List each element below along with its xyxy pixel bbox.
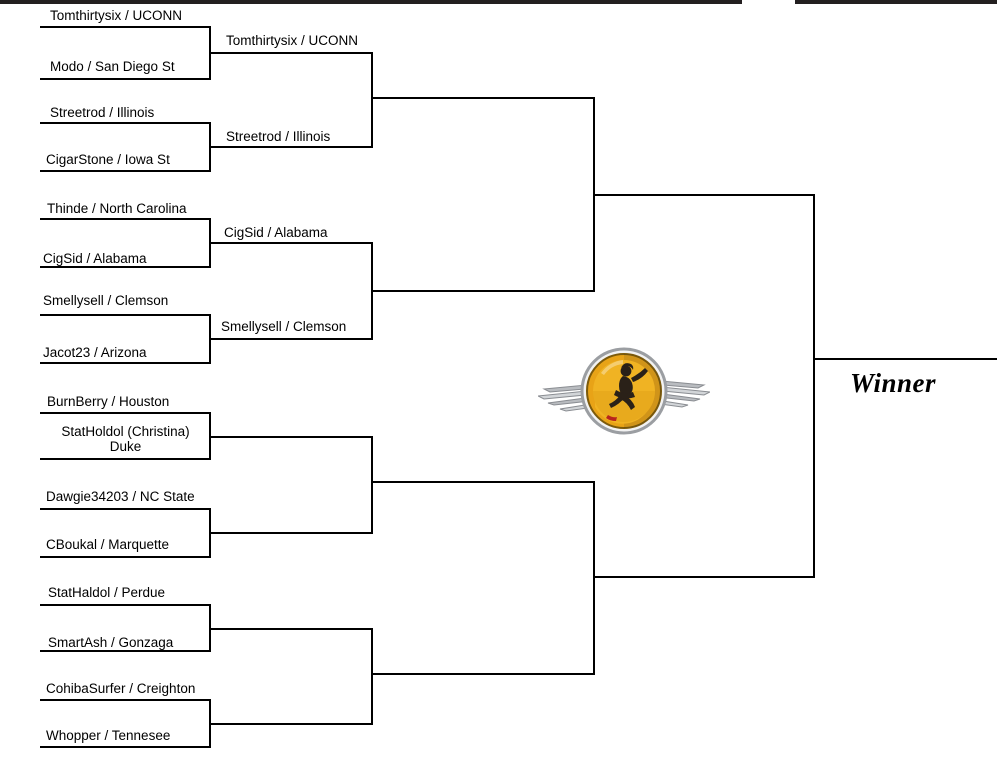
winner-line xyxy=(815,358,997,360)
r2-m1-slot-2[interactable]: Streetrod / Illinois xyxy=(226,129,331,144)
top-dark-bar-right xyxy=(795,0,997,4)
r1-m8-slot-2[interactable]: Whopper / Tennesee xyxy=(46,728,171,743)
top-dark-bar-left xyxy=(0,0,742,4)
r1-m7-top-line xyxy=(40,604,211,606)
r2-m1-bottom-line xyxy=(211,146,373,148)
r1-m3-top-line xyxy=(40,218,211,220)
r1-m6-bottom-line xyxy=(40,556,211,558)
r1-m1-slot-2[interactable]: Modo / San Diego St xyxy=(50,59,175,74)
r1-m2-slot-2[interactable]: CigarStone / Iowa St xyxy=(46,152,170,167)
r2-m2-slot-1[interactable]: CigSid / Alabama xyxy=(224,225,328,240)
r1-m8-top-line xyxy=(40,699,211,701)
final-bottom-line xyxy=(595,576,815,578)
r1-m4-slot-1[interactable]: Smellysell / Clemson xyxy=(43,293,169,308)
r1-m2-slot-1[interactable]: Streetrod / Illinois xyxy=(50,105,155,120)
r3-m1-top-line xyxy=(373,97,595,99)
r1-m7-slot-2[interactable]: SmartAsh / Gonzaga xyxy=(48,635,174,650)
r1-m4-top-line xyxy=(40,314,211,316)
r2-m1-slot-1[interactable]: Tomthirtysix / UCONN xyxy=(226,33,359,48)
r1-m3-slot-1[interactable]: Thinde / North Carolina xyxy=(47,201,187,216)
r1-m3-bottom-line xyxy=(40,266,211,268)
winner-label: Winner xyxy=(850,368,937,398)
r1-m1-slot-1[interactable]: Tomthirtysix / UCONN xyxy=(50,8,183,23)
r1-m1-bottom-line xyxy=(40,78,211,80)
r1-m6-top-line xyxy=(40,508,211,510)
r2-m3-bottom-line xyxy=(211,532,373,534)
r2-m3-top-line xyxy=(211,436,373,438)
r1-m7-slot-1[interactable]: StatHaldol / Perdue xyxy=(48,585,166,600)
r2-m2-top-line xyxy=(211,242,373,244)
r1-m2-bottom-line xyxy=(40,170,211,172)
r1-m8-bottom-line xyxy=(40,746,211,748)
r1-m6-slot-2[interactable]: CBoukal / Marquette xyxy=(46,537,170,552)
r1-m2-top-line xyxy=(40,122,211,124)
r3-m2-bottom-line xyxy=(373,673,595,675)
r2-m1-connector xyxy=(371,52,373,148)
final-connector xyxy=(813,194,815,578)
r1-m4-slot-2[interactable]: Jacot23 / Arizona xyxy=(43,345,147,360)
r1-m7-bottom-line xyxy=(40,650,211,652)
r2-m3-connector xyxy=(371,436,373,534)
r2-m4-top-line xyxy=(211,628,373,630)
r3-m1-bottom-line xyxy=(373,290,595,292)
r1-m5-slot-2[interactable]: StatHoldol (Christina) Duke xyxy=(61,424,190,454)
r1-m3-slot-2[interactable]: CigSid / Alabama xyxy=(43,251,147,266)
r1-m6-slot-1[interactable]: Dawgie34203 / NC State xyxy=(46,489,195,504)
r1-m1-top-line xyxy=(40,26,211,28)
r2-m2-slot-2[interactable]: Smellysell / Clemson xyxy=(221,319,347,334)
r1-m5-slot-1[interactable]: BurnBerry / Houston xyxy=(47,394,170,409)
r1-m4-bottom-line xyxy=(40,362,211,364)
final-top-line xyxy=(595,194,815,196)
r3-m2-connector xyxy=(593,481,595,675)
r2-m4-bottom-line xyxy=(211,723,373,725)
r2-m1-top-line xyxy=(211,52,373,54)
r3-m2-top-line xyxy=(373,481,595,483)
r1-m5-bottom-line xyxy=(40,458,211,460)
winged-wheel-pinup-logo xyxy=(538,345,710,437)
r1-m5-top-line xyxy=(40,412,211,414)
r1-m8-slot-1[interactable]: CohibaSurfer / Creighton xyxy=(46,681,196,696)
r2-m4-connector xyxy=(371,628,373,725)
r2-m2-bottom-line xyxy=(211,338,373,340)
